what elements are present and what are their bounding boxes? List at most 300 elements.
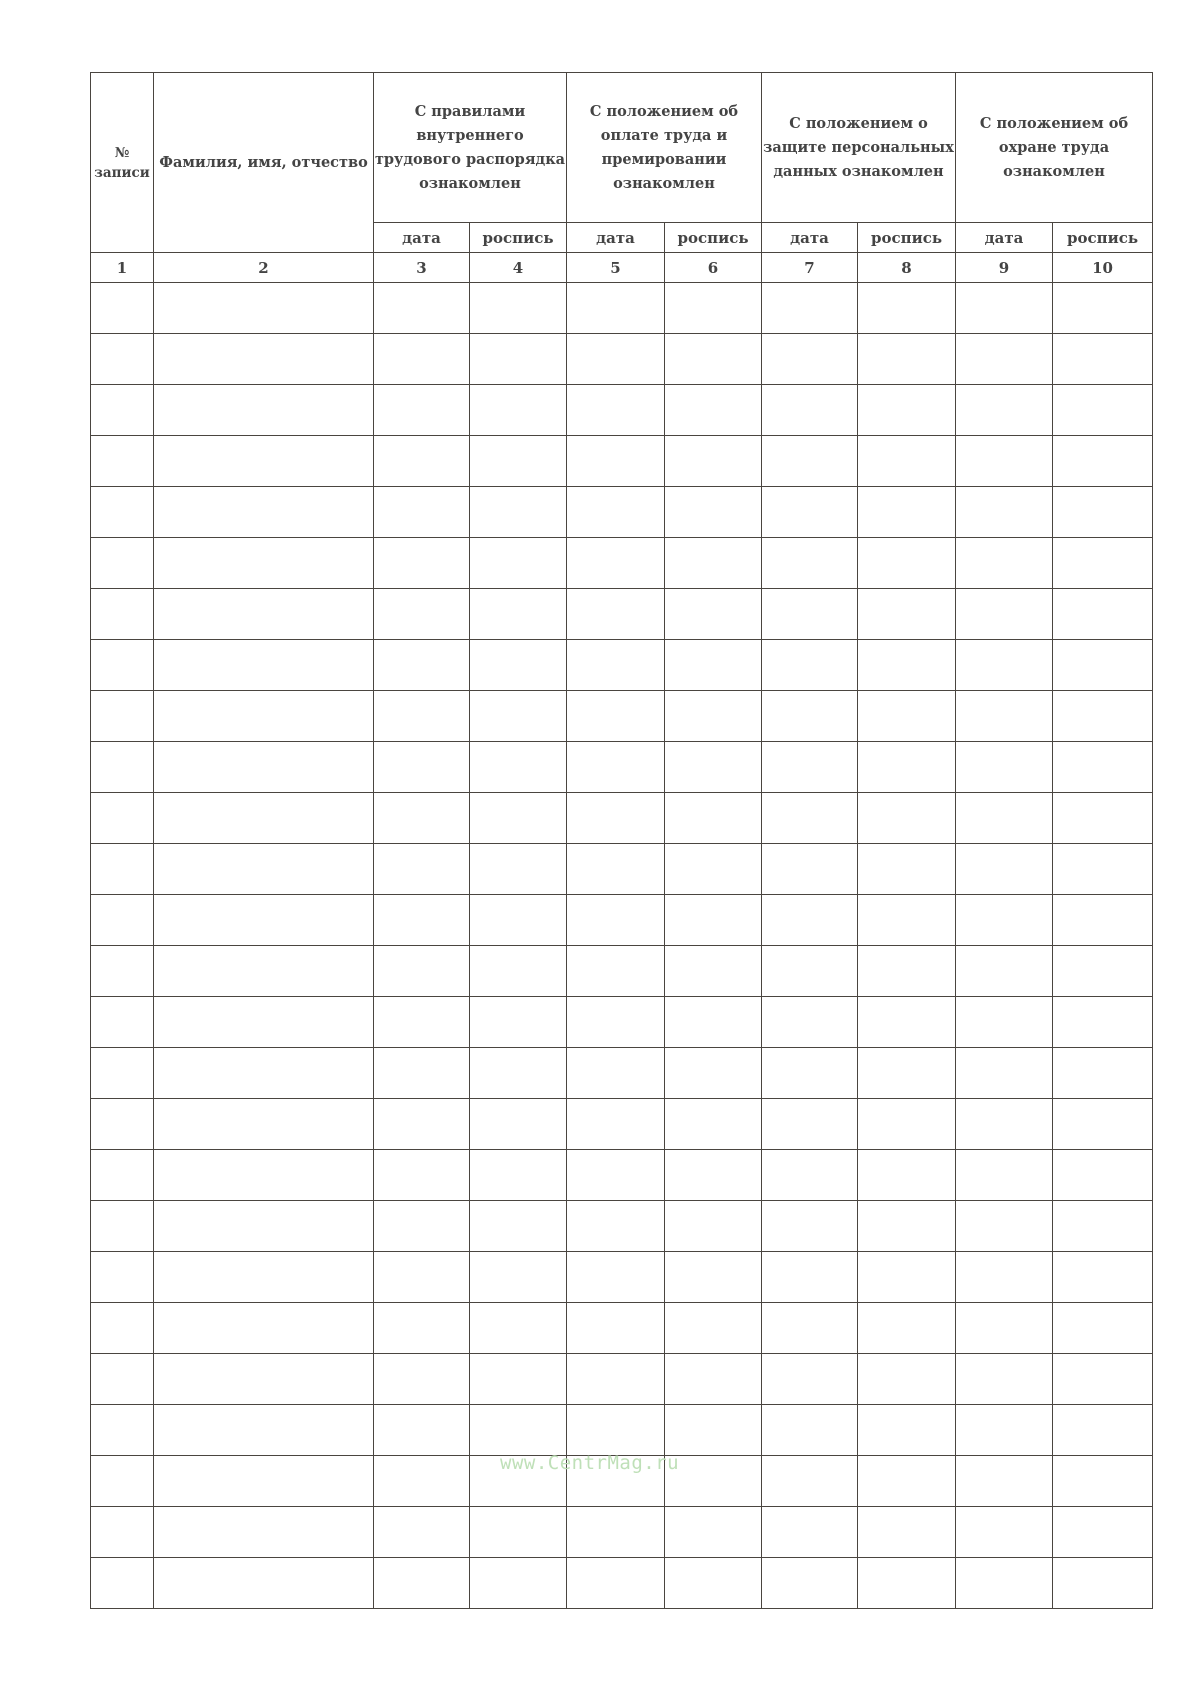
table-cell[interactable] — [154, 1252, 374, 1303]
table-cell[interactable] — [470, 997, 567, 1048]
table-cell[interactable] — [91, 385, 154, 436]
header-internal-rules: С правилами внутреннего трудового распорядка ознакомлен — [374, 73, 567, 223]
table-cell[interactable] — [91, 487, 154, 538]
table-cell[interactable] — [956, 793, 1053, 844]
table-cell[interactable] — [470, 1507, 567, 1558]
table-cell[interactable] — [1053, 1456, 1153, 1507]
table-cell[interactable] — [1053, 895, 1153, 946]
table-cell[interactable] — [665, 436, 762, 487]
table-cell[interactable] — [956, 844, 1053, 895]
table-cell[interactable] — [1053, 538, 1153, 589]
table-cell[interactable] — [374, 1354, 470, 1405]
table-cell[interactable] — [374, 334, 470, 385]
table-cell[interactable] — [858, 793, 956, 844]
table-cell[interactable] — [567, 538, 665, 589]
column-index: 8 — [858, 253, 956, 283]
table-cell[interactable] — [374, 895, 470, 946]
table-cell[interactable] — [665, 895, 762, 946]
table-cell[interactable] — [858, 997, 956, 1048]
table-cell[interactable] — [374, 1303, 470, 1354]
table-cell[interactable] — [470, 1303, 567, 1354]
table-cell[interactable] — [956, 1252, 1053, 1303]
table-cell[interactable] — [858, 487, 956, 538]
table-cell[interactable] — [374, 283, 470, 334]
table-row — [91, 640, 1153, 691]
table-row — [91, 1354, 1153, 1405]
acquaintance-journal-table — [90, 72, 1153, 1609]
table-cell[interactable] — [470, 742, 567, 793]
table-cell[interactable] — [91, 1048, 154, 1099]
table-cell[interactable] — [762, 1150, 858, 1201]
table-cell[interactable] — [956, 1354, 1053, 1405]
table-cell[interactable] — [762, 1303, 858, 1354]
table-cell[interactable] — [956, 1099, 1053, 1150]
table-cell[interactable] — [91, 334, 154, 385]
table-cell[interactable] — [1053, 844, 1153, 895]
table-cell[interactable] — [567, 1048, 665, 1099]
table-cell[interactable] — [567, 589, 665, 640]
table-cell[interactable] — [374, 487, 470, 538]
table-row — [91, 997, 1153, 1048]
table-cell[interactable] — [154, 1201, 374, 1252]
table-cell[interactable] — [154, 1048, 374, 1099]
table-cell[interactable] — [665, 1201, 762, 1252]
table-cell[interactable] — [567, 742, 665, 793]
table-cell[interactable] — [154, 742, 374, 793]
table-cell[interactable] — [567, 436, 665, 487]
table-cell[interactable] — [956, 334, 1053, 385]
column-index: 7 — [762, 253, 858, 283]
subheader-date: дата — [374, 223, 470, 253]
header-full-name: Фамилия, имя, отчество — [154, 73, 374, 253]
table-row — [91, 1405, 1153, 1456]
table-cell[interactable] — [956, 538, 1053, 589]
table-cell[interactable] — [858, 946, 956, 997]
table-cell[interactable] — [567, 283, 665, 334]
table-cell[interactable] — [154, 283, 374, 334]
table-cell[interactable] — [154, 385, 374, 436]
table-cell[interactable] — [762, 1456, 858, 1507]
table-cell[interactable] — [762, 1507, 858, 1558]
table-cell[interactable] — [567, 1558, 665, 1609]
table-row — [91, 1201, 1153, 1252]
table-cell[interactable] — [91, 640, 154, 691]
table-cell[interactable] — [858, 1405, 956, 1456]
table-cell[interactable] — [762, 691, 858, 742]
table-cell[interactable] — [762, 742, 858, 793]
table-cell[interactable] — [858, 1201, 956, 1252]
table-row — [91, 1099, 1153, 1150]
table-cell[interactable] — [154, 487, 374, 538]
table-cell[interactable] — [154, 589, 374, 640]
table-cell[interactable] — [762, 1354, 858, 1405]
table-cell[interactable] — [374, 793, 470, 844]
table-cell[interactable] — [762, 997, 858, 1048]
table-cell[interactable] — [665, 997, 762, 1048]
table-cell[interactable] — [91, 1405, 154, 1456]
table-cell[interactable] — [1053, 1558, 1153, 1609]
table-cell[interactable] — [762, 436, 858, 487]
header-record-number: № записи — [91, 73, 154, 253]
table-cell[interactable] — [956, 385, 1053, 436]
table-cell[interactable] — [956, 1558, 1053, 1609]
table-cell[interactable] — [374, 997, 470, 1048]
subheader-signature: роспись — [858, 223, 956, 253]
table-cell[interactable] — [762, 1405, 858, 1456]
table-row — [91, 1252, 1153, 1303]
table-cell[interactable] — [91, 946, 154, 997]
table-cell[interactable] — [762, 1048, 858, 1099]
table-cell[interactable] — [374, 1099, 470, 1150]
table-cell[interactable] — [1053, 487, 1153, 538]
table-row — [91, 1150, 1153, 1201]
table-cell[interactable] — [858, 436, 956, 487]
table-cell[interactable] — [91, 1507, 154, 1558]
table-cell[interactable] — [567, 895, 665, 946]
table-cell[interactable] — [91, 1303, 154, 1354]
table-cell[interactable] — [858, 844, 956, 895]
table-cell[interactable] — [665, 538, 762, 589]
table-cell[interactable] — [858, 283, 956, 334]
table-cell[interactable] — [567, 1201, 665, 1252]
table-cell[interactable] — [762, 1099, 858, 1150]
table-cell[interactable] — [567, 1507, 665, 1558]
table-cell[interactable] — [956, 742, 1053, 793]
table-cell[interactable] — [858, 640, 956, 691]
table-cell[interactable] — [91, 1252, 154, 1303]
table-cell[interactable] — [1053, 793, 1153, 844]
table-cell[interactable] — [567, 1252, 665, 1303]
table-cell[interactable] — [665, 1354, 762, 1405]
table-cell[interactable] — [1053, 436, 1153, 487]
table-cell[interactable] — [567, 844, 665, 895]
table-cell[interactable] — [91, 844, 154, 895]
table-cell[interactable] — [374, 1048, 470, 1099]
table-cell[interactable] — [91, 742, 154, 793]
table-cell[interactable] — [1053, 1507, 1153, 1558]
table-cell[interactable] — [665, 283, 762, 334]
table-cell[interactable] — [374, 1405, 470, 1456]
table-cell[interactable] — [91, 793, 154, 844]
table-cell[interactable] — [154, 946, 374, 997]
table-cell[interactable] — [1053, 640, 1153, 691]
column-index: 2 — [154, 253, 374, 283]
table-cell[interactable] — [470, 1099, 567, 1150]
table-cell[interactable] — [91, 1558, 154, 1609]
table-cell[interactable] — [762, 946, 858, 997]
table-cell[interactable] — [858, 334, 956, 385]
table-cell[interactable] — [470, 283, 567, 334]
column-index: 10 — [1053, 253, 1153, 283]
table-cell[interactable] — [665, 793, 762, 844]
table-cell[interactable] — [858, 895, 956, 946]
table-cell[interactable] — [567, 793, 665, 844]
table-cell[interactable] — [91, 1456, 154, 1507]
table-cell[interactable] — [956, 1201, 1053, 1252]
table-cell[interactable] — [567, 334, 665, 385]
table-cell[interactable] — [1053, 1150, 1153, 1201]
header-payment-regulation: С положением об оплате труда и премировании ознакомлен — [567, 73, 762, 223]
table-row — [91, 844, 1153, 895]
table-cell[interactable] — [374, 1558, 470, 1609]
table-cell[interactable] — [1053, 589, 1153, 640]
table-cell[interactable] — [91, 283, 154, 334]
table-cell[interactable] — [154, 997, 374, 1048]
table-cell[interactable] — [665, 691, 762, 742]
table-cell[interactable] — [956, 1456, 1053, 1507]
table-cell[interactable] — [567, 1405, 665, 1456]
table-cell[interactable] — [567, 997, 665, 1048]
table-cell[interactable] — [91, 436, 154, 487]
table-cell[interactable] — [154, 1456, 374, 1507]
table-cell[interactable] — [1053, 946, 1153, 997]
table-cell[interactable] — [154, 1405, 374, 1456]
table-cell[interactable] — [762, 1201, 858, 1252]
table-cell[interactable] — [567, 487, 665, 538]
table-cell[interactable] — [1053, 385, 1153, 436]
table-cell[interactable] — [567, 946, 665, 997]
table-cell[interactable] — [956, 1048, 1053, 1099]
table-cell[interactable] — [762, 895, 858, 946]
table-cell[interactable] — [956, 1150, 1053, 1201]
table-cell[interactable] — [956, 1405, 1053, 1456]
table-cell[interactable] — [91, 1201, 154, 1252]
table-cell[interactable] — [1053, 997, 1153, 1048]
table-cell[interactable] — [374, 691, 470, 742]
table-cell[interactable] — [374, 538, 470, 589]
table-cell[interactable] — [567, 1354, 665, 1405]
table-cell[interactable] — [956, 691, 1053, 742]
subheader-signature: роспись — [1053, 223, 1153, 253]
table-cell[interactable] — [154, 1303, 374, 1354]
table-cell[interactable] — [762, 538, 858, 589]
table-cell[interactable] — [1053, 1048, 1153, 1099]
table-cell[interactable] — [374, 1150, 470, 1201]
table-cell[interactable] — [154, 793, 374, 844]
subheader-date: дата — [956, 223, 1053, 253]
table-cell[interactable] — [374, 436, 470, 487]
table-cell[interactable] — [374, 589, 470, 640]
column-index: 6 — [665, 253, 762, 283]
table-cell[interactable] — [470, 1150, 567, 1201]
table-cell[interactable] — [91, 691, 154, 742]
table-cell[interactable] — [470, 1558, 567, 1609]
table-cell[interactable] — [665, 1405, 762, 1456]
table-row — [91, 1048, 1153, 1099]
table-cell[interactable] — [858, 1507, 956, 1558]
table-cell[interactable] — [470, 589, 567, 640]
table-cell[interactable] — [154, 895, 374, 946]
header-personal-data-regulation: С положением о защите персональных данных ознакомлен — [762, 73, 956, 223]
table-cell[interactable] — [154, 1507, 374, 1558]
table-cell[interactable] — [858, 1354, 956, 1405]
table-cell[interactable] — [567, 1303, 665, 1354]
table-cell[interactable] — [1053, 691, 1153, 742]
table-cell[interactable] — [470, 1354, 567, 1405]
table-cell[interactable] — [470, 538, 567, 589]
table-cell[interactable] — [762, 487, 858, 538]
table-cell[interactable] — [665, 1252, 762, 1303]
column-index: 9 — [956, 253, 1053, 283]
table-cell[interactable] — [956, 1303, 1053, 1354]
table-row — [91, 487, 1153, 538]
table-cell[interactable] — [374, 946, 470, 997]
subheader-date: дата — [762, 223, 858, 253]
table-cell[interactable] — [858, 589, 956, 640]
table-cell[interactable] — [567, 1099, 665, 1150]
table-row — [91, 589, 1153, 640]
table-cell[interactable] — [567, 1150, 665, 1201]
table-cell[interactable] — [154, 1150, 374, 1201]
table-cell[interactable] — [956, 487, 1053, 538]
table-cell[interactable] — [665, 487, 762, 538]
table-cell[interactable] — [956, 997, 1053, 1048]
table-cell[interactable] — [858, 1456, 956, 1507]
table-row — [91, 1303, 1153, 1354]
table-cell[interactable] — [858, 1558, 956, 1609]
table-cell[interactable] — [470, 793, 567, 844]
table-cell[interactable] — [858, 385, 956, 436]
table-cell[interactable] — [858, 1303, 956, 1354]
table-cell[interactable] — [91, 538, 154, 589]
column-index: 4 — [470, 253, 567, 283]
table-cell[interactable] — [91, 895, 154, 946]
table-cell[interactable] — [154, 436, 374, 487]
table-cell[interactable] — [470, 844, 567, 895]
table-cell[interactable] — [1053, 1303, 1153, 1354]
table-cell[interactable] — [470, 334, 567, 385]
table-cell[interactable] — [91, 589, 154, 640]
entry-rows — [91, 283, 1153, 1609]
table-cell[interactable] — [374, 385, 470, 436]
table-cell[interactable] — [858, 538, 956, 589]
table-cell[interactable] — [665, 1150, 762, 1201]
subheader-signature: роспись — [470, 223, 567, 253]
table-cell[interactable] — [956, 946, 1053, 997]
table-cell[interactable] — [665, 1048, 762, 1099]
table-row — [91, 1507, 1153, 1558]
table-cell[interactable] — [470, 487, 567, 538]
table-cell[interactable] — [154, 640, 374, 691]
table-cell[interactable] — [762, 1252, 858, 1303]
subheader-date: дата — [567, 223, 665, 253]
table-cell[interactable] — [762, 793, 858, 844]
table-cell[interactable] — [374, 1456, 470, 1507]
table-row — [91, 793, 1153, 844]
table-cell[interactable] — [956, 589, 1053, 640]
table-cell[interactable] — [762, 1558, 858, 1609]
table-cell[interactable] — [91, 1150, 154, 1201]
table-cell[interactable] — [762, 385, 858, 436]
subheader-signature: роспись — [665, 223, 762, 253]
column-index: 5 — [567, 253, 665, 283]
table-cell[interactable] — [665, 946, 762, 997]
table-cell[interactable] — [858, 1048, 956, 1099]
table-cell[interactable] — [762, 283, 858, 334]
table-cell[interactable] — [470, 1252, 567, 1303]
table-cell[interactable] — [1053, 283, 1153, 334]
table-cell[interactable] — [91, 1354, 154, 1405]
table-cell[interactable] — [374, 844, 470, 895]
table-cell[interactable] — [1053, 1405, 1153, 1456]
table-cell[interactable] — [665, 334, 762, 385]
table-cell[interactable] — [956, 1507, 1053, 1558]
table-cell[interactable] — [665, 1558, 762, 1609]
table-cell[interactable] — [154, 844, 374, 895]
table-cell[interactable] — [665, 640, 762, 691]
table-cell[interactable] — [470, 691, 567, 742]
table-cell[interactable] — [762, 640, 858, 691]
table-cell[interactable] — [154, 1354, 374, 1405]
table-cell[interactable] — [470, 895, 567, 946]
table-cell[interactable] — [470, 1048, 567, 1099]
table-cell[interactable] — [470, 1201, 567, 1252]
table-cell[interactable] — [858, 1252, 956, 1303]
table-cell[interactable] — [956, 436, 1053, 487]
table-cell[interactable] — [470, 640, 567, 691]
table-cell[interactable] — [91, 1099, 154, 1150]
table-cell[interactable] — [858, 691, 956, 742]
table-cell[interactable] — [154, 538, 374, 589]
table-cell[interactable] — [1053, 1099, 1153, 1150]
table-cell[interactable] — [470, 385, 567, 436]
table-cell[interactable] — [858, 1150, 956, 1201]
table-cell[interactable] — [762, 334, 858, 385]
table-cell[interactable] — [374, 742, 470, 793]
table-cell[interactable] — [665, 385, 762, 436]
table-cell[interactable] — [762, 589, 858, 640]
table-cell[interactable] — [154, 334, 374, 385]
column-index-row — [91, 253, 1153, 283]
table-row — [91, 283, 1153, 334]
table-cell[interactable] — [374, 1201, 470, 1252]
table-cell[interactable] — [956, 640, 1053, 691]
table-cell[interactable] — [956, 895, 1053, 946]
table-cell[interactable] — [1053, 1354, 1153, 1405]
table-cell[interactable] — [956, 283, 1053, 334]
table-cell[interactable] — [665, 589, 762, 640]
table-cell[interactable] — [858, 742, 956, 793]
column-index: 1 — [91, 253, 154, 283]
table-cell[interactable] — [154, 1558, 374, 1609]
table-cell[interactable] — [762, 844, 858, 895]
table-cell[interactable] — [374, 1252, 470, 1303]
table-cell[interactable] — [665, 1303, 762, 1354]
table-cell[interactable] — [1053, 742, 1153, 793]
table-cell[interactable] — [154, 1099, 374, 1150]
table-cell[interactable] — [665, 1507, 762, 1558]
table-row — [91, 691, 1153, 742]
table-cell[interactable] — [567, 640, 665, 691]
table-cell[interactable] — [567, 385, 665, 436]
table-cell[interactable] — [374, 1507, 470, 1558]
table-cell[interactable] — [470, 1405, 567, 1456]
table-cell[interactable] — [665, 1099, 762, 1150]
table-cell[interactable] — [1053, 1252, 1153, 1303]
table-cell[interactable] — [1053, 1201, 1153, 1252]
table-cell[interactable] — [470, 946, 567, 997]
table-cell[interactable] — [665, 742, 762, 793]
table-cell[interactable] — [470, 436, 567, 487]
table-cell[interactable] — [154, 691, 374, 742]
table-cell[interactable] — [858, 1099, 956, 1150]
table-row — [91, 436, 1153, 487]
table-cell[interactable] — [567, 691, 665, 742]
table-cell[interactable] — [374, 640, 470, 691]
table-cell[interactable] — [665, 844, 762, 895]
table-cell[interactable] — [1053, 334, 1153, 385]
table-cell[interactable] — [91, 997, 154, 1048]
